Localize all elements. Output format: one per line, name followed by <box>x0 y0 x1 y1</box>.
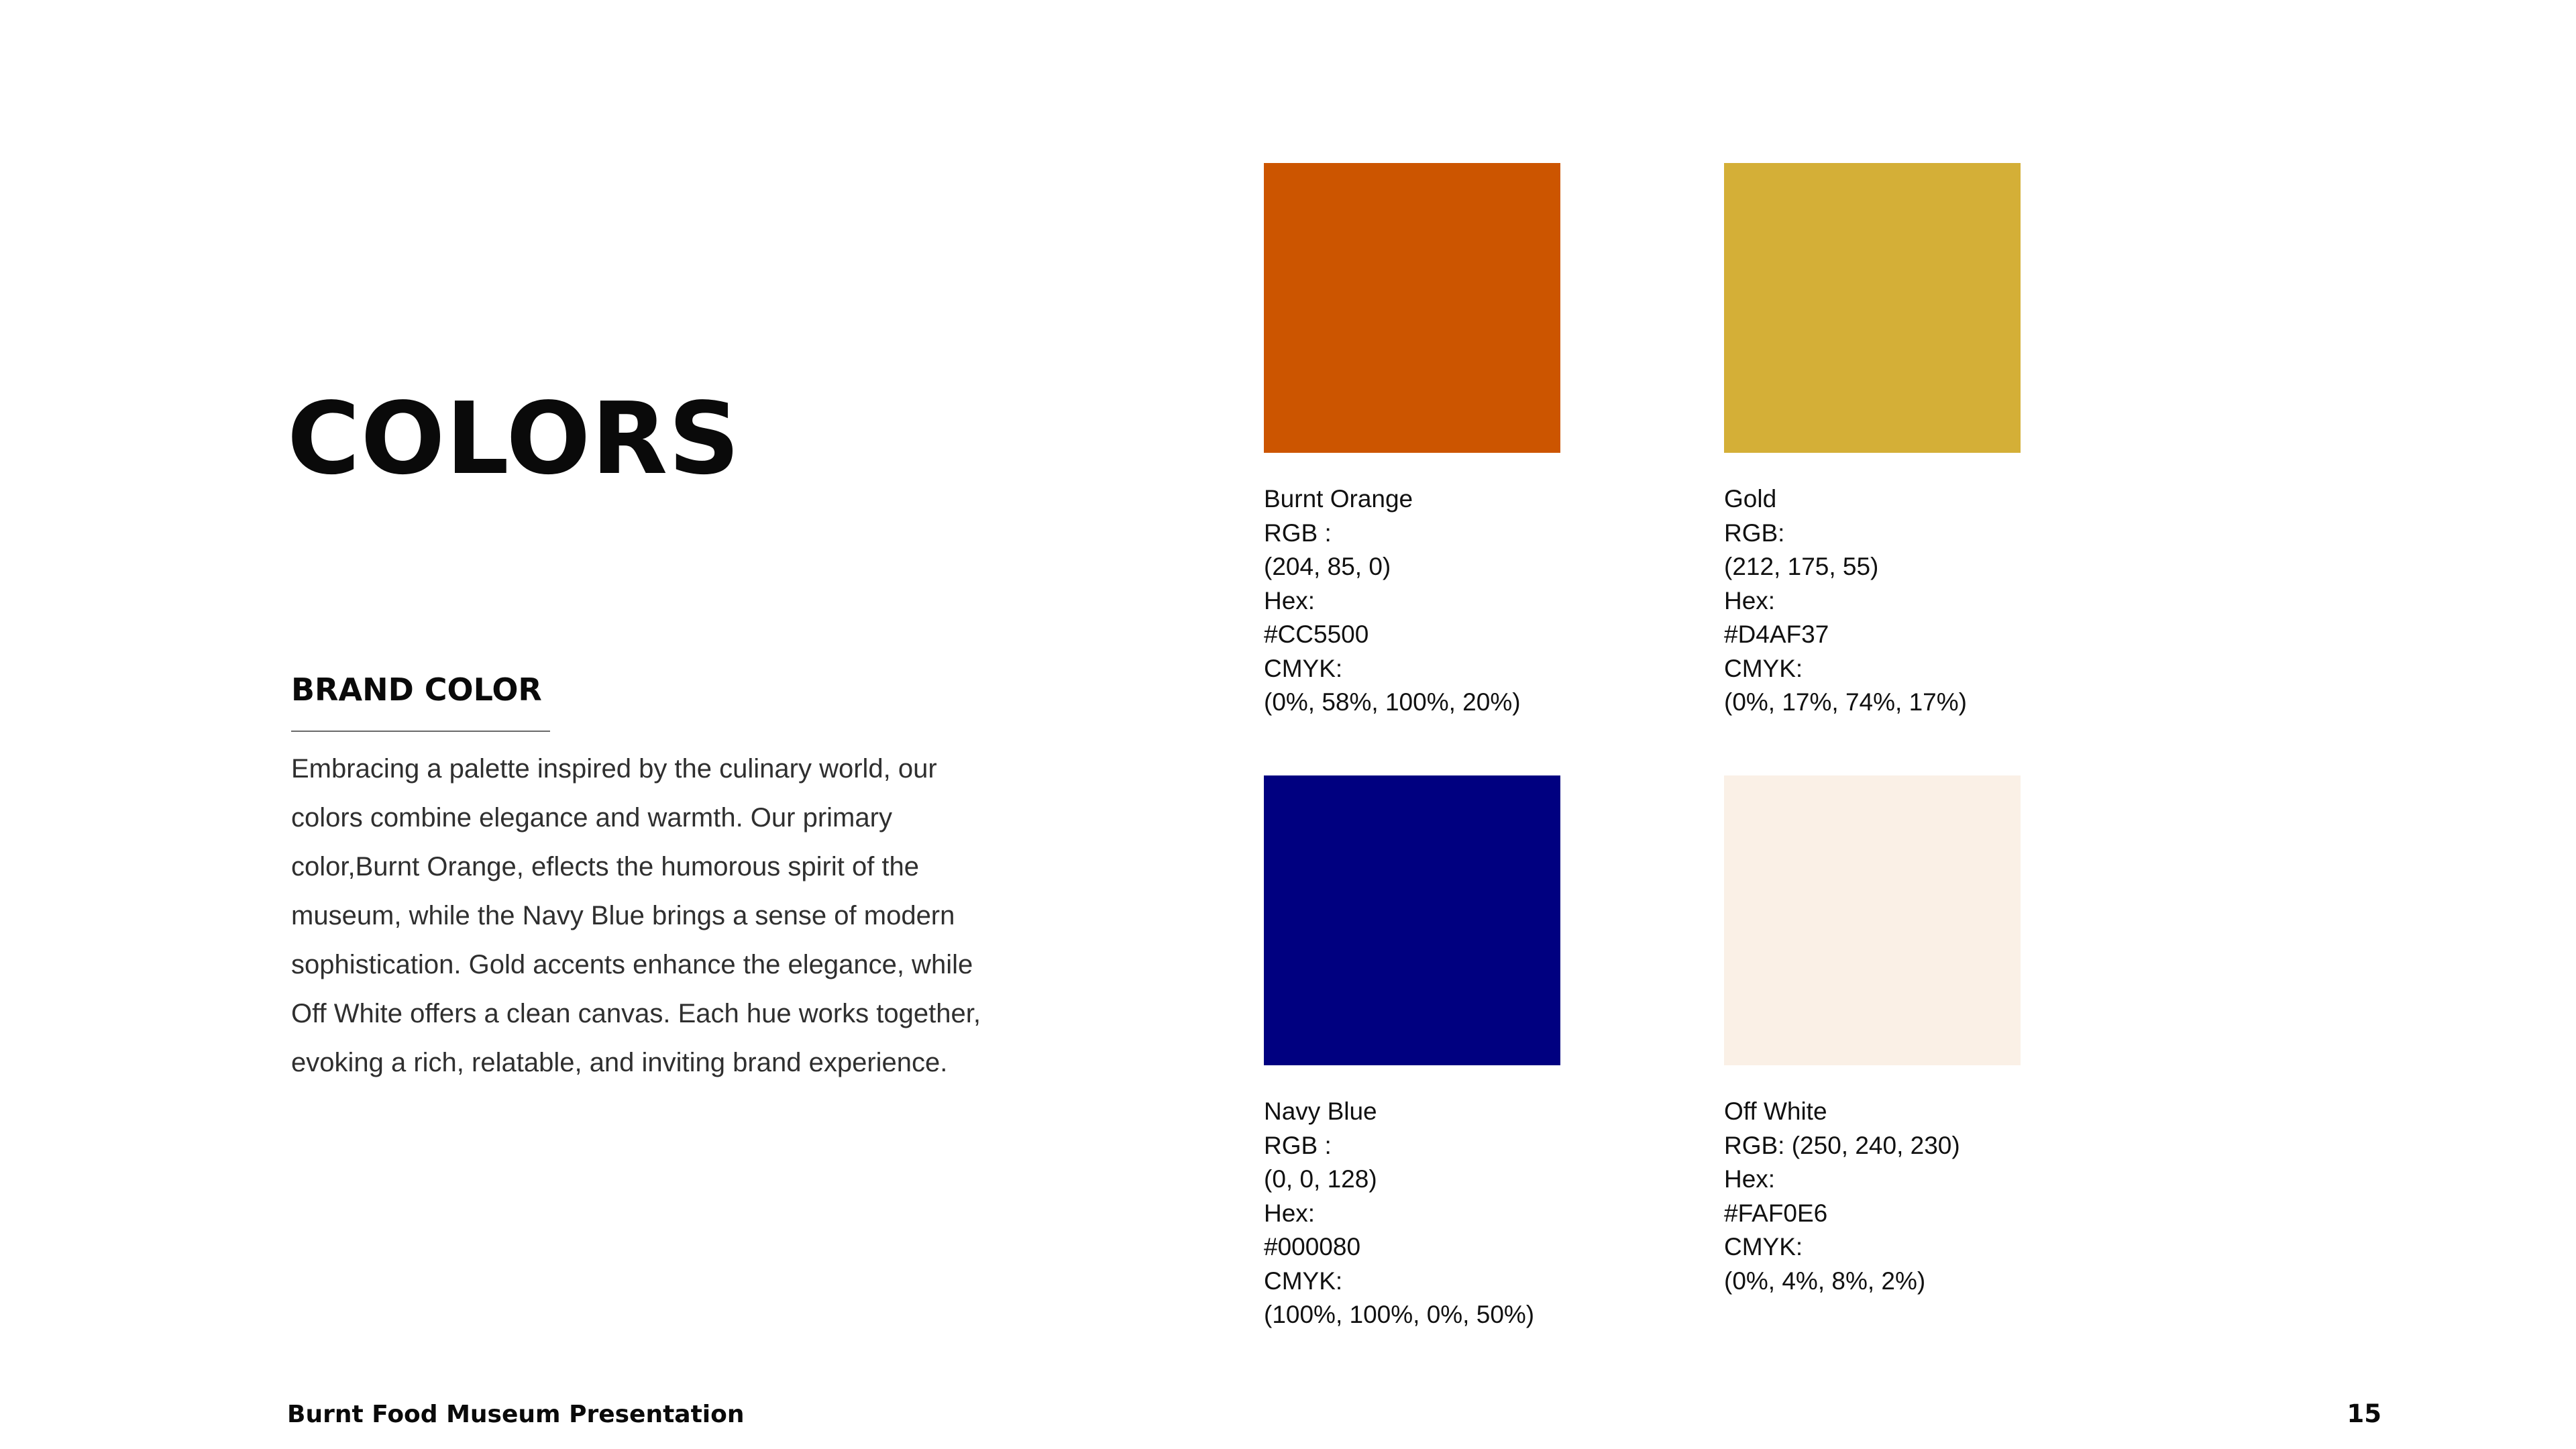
color-name: Off White <box>1724 1097 1827 1125</box>
color-spec-line: RGB : <box>1264 1131 1332 1159</box>
page-title: COLORS <box>287 381 741 496</box>
color-spec-line: Hex: <box>1264 586 1316 614</box>
color-spec-line: CMYK: <box>1724 1233 1803 1260</box>
color-spec-line: RGB: <box>1724 519 1785 547</box>
description-line: Embracing a palette inspired by the culinary world, our <box>291 754 937 784</box>
heading-underline <box>291 731 550 732</box>
color-info-gold <box>1724 482 2073 720</box>
color-spec-line: CMYK: <box>1264 654 1343 682</box>
color-spec-line: (0%, 4%, 8%, 2%) <box>1724 1267 1926 1295</box>
description-line: evoking a rich, relatable, and inviting brand experience. <box>291 1048 948 1077</box>
color-info-off-white <box>1724 1095 2073 1298</box>
color-spec-line: #FAF0E6 <box>1724 1199 1828 1227</box>
color-info-navy-blue <box>1264 1095 1613 1332</box>
color-swatch-off-white <box>1724 775 2021 1065</box>
color-spec-line: #000080 <box>1264 1233 1361 1260</box>
description-line: sophistication. Gold accents enhance the elegance, while <box>291 950 973 979</box>
color-spec-line: (204, 85, 0) <box>1264 553 1391 580</box>
color-spec-line: (0%, 17%, 74%, 17%) <box>1724 688 1967 716</box>
color-swatch-burnt-orange <box>1264 163 1560 453</box>
color-spec-line: (212, 175, 55) <box>1724 553 1879 580</box>
description-line: museum, while the Navy Blue brings a sense of modern <box>291 901 955 930</box>
color-spec-line: RGB: (250, 240, 230) <box>1724 1131 1960 1159</box>
presentation-title: Burnt Food Museum Presentation <box>287 1401 745 1428</box>
description-line: colors combine elegance and warmth. Our primary <box>291 803 892 833</box>
color-info-burnt-orange <box>1264 482 1613 720</box>
color-swatch-gold <box>1724 163 2021 453</box>
color-spec-line: (0, 0, 128) <box>1264 1165 1377 1193</box>
brand-description <box>291 745 1016 1087</box>
description-line: Off White offers a clean canvas. Each hue works together, <box>291 999 981 1028</box>
color-name: Navy Blue <box>1264 1097 1377 1125</box>
color-spec-line: Hex: <box>1724 1165 1776 1193</box>
color-spec-line: #CC5500 <box>1264 621 1369 648</box>
color-swatch-navy-blue <box>1264 775 1560 1065</box>
page-number: 15 <box>2347 1399 2381 1428</box>
color-spec-line: Hex: <box>1724 586 1776 614</box>
color-name: Burnt Orange <box>1264 485 1413 513</box>
color-spec-line: (100%, 100%, 0%, 50%) <box>1264 1301 1535 1328</box>
section-heading: BRAND COLOR <box>291 672 542 708</box>
color-spec-line: Hex: <box>1264 1199 1316 1227</box>
color-spec-line: #D4AF37 <box>1724 621 1829 648</box>
color-name: Gold <box>1724 485 1777 513</box>
color-spec-line: CMYK: <box>1724 654 1803 682</box>
color-spec-line: CMYK: <box>1264 1267 1343 1295</box>
color-spec-line: RGB : <box>1264 519 1332 547</box>
description-line: color,Burnt Orange, eflects the humorous spirit of the <box>291 852 920 881</box>
color-spec-line: (0%, 58%, 100%, 20%) <box>1264 688 1521 716</box>
